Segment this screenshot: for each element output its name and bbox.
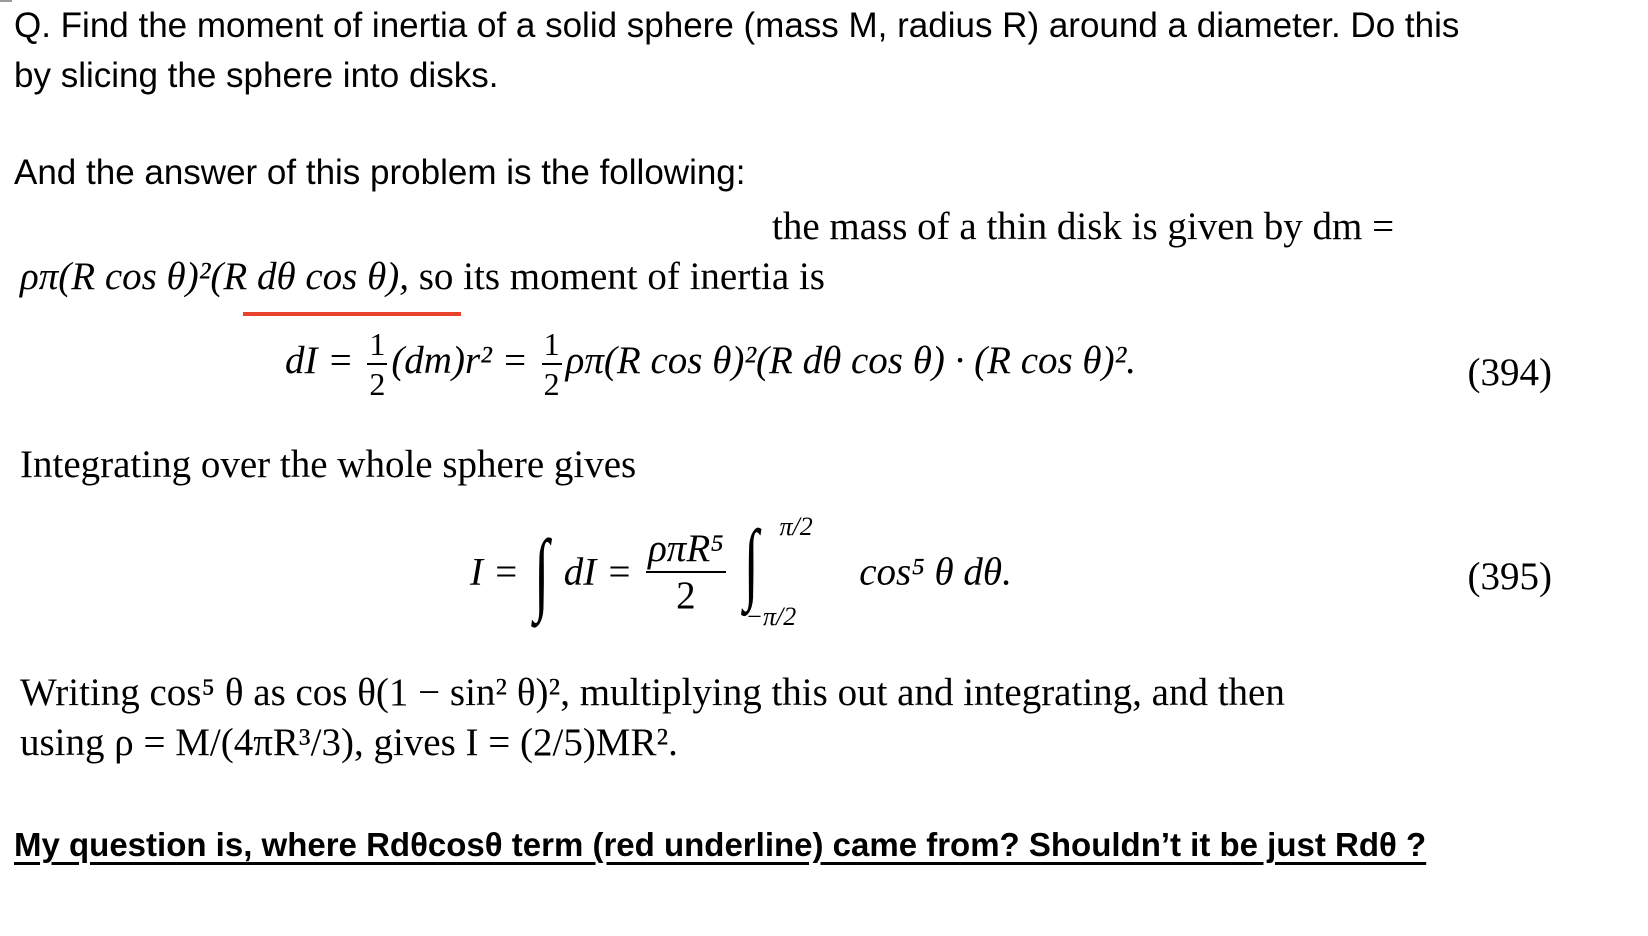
eq394-rhs: ρπ(R cos θ)²(R dθ cos θ) · (R cos θ)². xyxy=(565,338,1137,382)
solution-text-1: the mass of a thin disk is given by dm = xyxy=(772,205,1395,248)
solution-text-3-line-1: Writing cos⁵ θ as cos θ(1 − sin² θ)², multiplying this out and integrating, and then xyxy=(20,671,1285,714)
mass-element-expression: ρπ(R cos θ)²(R dθ cos θ), xyxy=(20,255,409,298)
eq395-lhs: I = xyxy=(470,550,520,594)
eq394-frac1-num: 1 xyxy=(367,328,387,365)
equation-395 xyxy=(470,512,1012,632)
eq394-frac2-num: 1 xyxy=(542,328,562,365)
my-question: My question is, where Rdθcosθ term (red underline) came from? Shouldn’t it be just Rdθ ? xyxy=(14,826,1427,863)
equation-394 xyxy=(285,328,1136,400)
lower-limit: −π/2 xyxy=(745,602,797,631)
eq394-lhs: dI = xyxy=(285,338,354,382)
corner-mark xyxy=(0,0,12,2)
eq394-frac1-den: 2 xyxy=(369,366,386,402)
eq394-frac2-den: 2 xyxy=(543,366,560,402)
equation-number-394: (394) xyxy=(1467,351,1552,394)
definite-integral-sign: ∫ xyxy=(744,513,760,612)
question-line-1: Q. Find the moment of inertia of a solid sphere (mass M, radius R) around a diameter. Do this xyxy=(14,6,1460,45)
integral-sign: ∫ xyxy=(533,521,549,623)
red-underline xyxy=(243,312,461,316)
upper-limit: π/2 xyxy=(779,512,813,541)
eq395-rhs: cos⁵ θ dθ. xyxy=(859,550,1012,594)
eq394-fraction-1 xyxy=(367,328,387,400)
eq394-fraction-2 xyxy=(542,328,562,400)
solution-text-1b-rest: so its moment of inertia is xyxy=(409,255,825,298)
equation-number-395: (395) xyxy=(1467,555,1552,598)
solution-text-2: Integrating over the whole sphere gives xyxy=(20,443,637,486)
eq395-frac-num: ρπR⁵ xyxy=(646,529,726,573)
solution-text-3-line-2: using ρ = M/(4πR³/3), gives I = (2/5)MR². xyxy=(20,721,678,764)
definite-integral xyxy=(739,512,849,632)
eq394-middle: (dm)r² = xyxy=(391,338,528,382)
question-line-2: by slicing the sphere into disks. xyxy=(14,56,499,95)
eq395-fraction xyxy=(646,529,726,615)
solution-text-1b xyxy=(20,254,825,299)
answer-intro: And the answer of this problem is the following: xyxy=(14,153,746,192)
eq395-integrand: dI = xyxy=(563,550,633,594)
eq395-frac-den: 2 xyxy=(676,574,696,617)
